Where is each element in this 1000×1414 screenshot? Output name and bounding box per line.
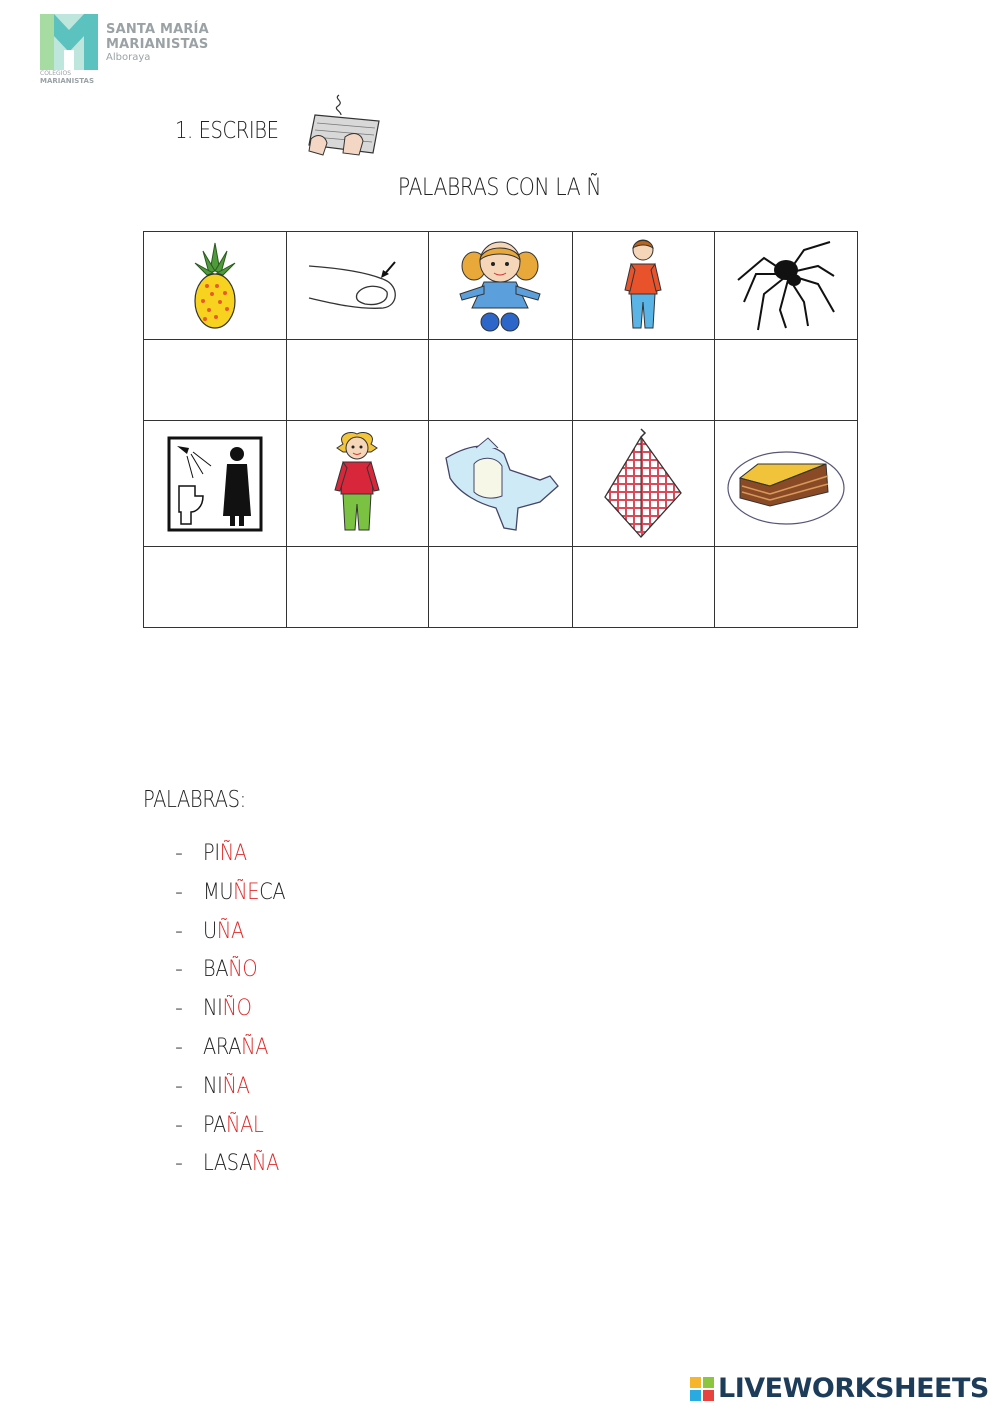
- list-dash: -: [175, 1034, 183, 1060]
- list-dash: -: [175, 918, 183, 944]
- list-dash: -: [175, 1151, 183, 1177]
- picture-row-2: [144, 421, 858, 547]
- school-logo-mark: [40, 14, 98, 70]
- grid-cell: [286, 232, 429, 340]
- list-dash: -: [175, 879, 183, 905]
- answer-cell[interactable]: [429, 547, 572, 628]
- keyboard-icon: [305, 93, 383, 159]
- grid-cell: [572, 232, 714, 340]
- word-highlight: ÑAL: [225, 1112, 264, 1138]
- lasagna-icon: [726, 442, 846, 526]
- spider-icon: [734, 240, 838, 332]
- fingernail-icon: [307, 256, 407, 316]
- list-dash: -: [175, 1073, 183, 1099]
- word-plain: ARA: [203, 1034, 242, 1060]
- word-plain: LASA: [203, 1151, 252, 1177]
- word-plain: PA: [203, 1112, 226, 1138]
- subtitle-text: PALABRAS CON LA Ñ: [398, 173, 602, 201]
- word-highlight: ÑO: [228, 957, 258, 983]
- pineapple-icon: [185, 241, 245, 331]
- word-plain: BA: [203, 957, 229, 983]
- answer-cell[interactable]: [714, 340, 857, 421]
- word-rest: CA: [259, 879, 286, 905]
- answer-cell[interactable]: [572, 547, 714, 628]
- grid-cell: [429, 421, 572, 547]
- list-item: [175, 1032, 296, 1071]
- boy-icon: [623, 238, 663, 334]
- doll-icon: [454, 238, 546, 334]
- answer-row-2: [144, 547, 858, 628]
- answer-cell[interactable]: [144, 340, 287, 421]
- grid-cell: [429, 232, 572, 340]
- logo-small1: COLEGIOS: [40, 70, 71, 77]
- word-highlight: ÑE: [233, 879, 260, 905]
- list-dash: -: [175, 1112, 183, 1138]
- list-item: [175, 1148, 296, 1187]
- palabras-label: PALABRAS:: [143, 787, 246, 813]
- answer-cell[interactable]: [286, 547, 429, 628]
- grid-cell: [714, 232, 857, 340]
- word-plain: NI: [203, 1073, 223, 1099]
- word-plain: U: [203, 918, 217, 944]
- word-highlight: ÑA: [216, 918, 244, 944]
- grid-cell: [286, 421, 429, 547]
- answer-cell[interactable]: [144, 547, 287, 628]
- logo-line1: SANTA MARÍA: [106, 22, 209, 37]
- grid-cell: [572, 421, 714, 547]
- list-item: [175, 1071, 296, 1110]
- word-plain: NI: [203, 996, 223, 1022]
- page-subtitle: [0, 173, 1000, 201]
- list-item: [175, 838, 296, 877]
- liveworksheets-blocks-icon: [690, 1377, 714, 1401]
- liveworksheets-text: LIVEWORKSHEETS: [718, 1373, 989, 1404]
- list-dash: -: [175, 841, 183, 866]
- word-list: [175, 838, 296, 1187]
- diaper-icon: [440, 434, 560, 534]
- list-item: [175, 1110, 296, 1149]
- answer-cell[interactable]: [572, 340, 714, 421]
- word-plain: MU: [203, 879, 234, 905]
- picture-grid: [143, 231, 858, 628]
- list-item: [175, 954, 296, 993]
- list-dash: -: [175, 957, 183, 983]
- logo-line3: Alboraya: [106, 52, 151, 63]
- list-dash: -: [175, 996, 183, 1022]
- list-item: [175, 877, 296, 916]
- picture-row-1: [144, 232, 858, 340]
- girl-icon: [329, 432, 385, 536]
- answer-row-1: [144, 340, 858, 421]
- grid-cell: [144, 232, 287, 340]
- grid-cell: [714, 421, 857, 547]
- answer-cell[interactable]: [286, 340, 429, 421]
- list-item: [175, 916, 296, 955]
- logo-small2: MARIANISTAS: [40, 77, 94, 85]
- grid-cell: [144, 421, 287, 547]
- answer-cell[interactable]: [714, 547, 857, 628]
- word-highlight: ÑA: [219, 841, 247, 866]
- scarf-icon: [601, 427, 685, 541]
- exercise-heading: 1. ESCRIBE: [175, 118, 279, 144]
- answer-cell[interactable]: [429, 340, 572, 421]
- word-highlight: ÑA: [241, 1034, 269, 1060]
- list-item: [175, 993, 296, 1032]
- bathroom-icon: [167, 436, 263, 532]
- word-highlight: ÑA: [222, 1073, 250, 1099]
- word-highlight: ÑA: [251, 1151, 279, 1177]
- word-highlight: ÑO: [222, 996, 252, 1022]
- word-plain: PI: [203, 841, 220, 866]
- school-logo: [40, 14, 240, 86]
- logo-line2: MARIANISTAS: [106, 37, 209, 52]
